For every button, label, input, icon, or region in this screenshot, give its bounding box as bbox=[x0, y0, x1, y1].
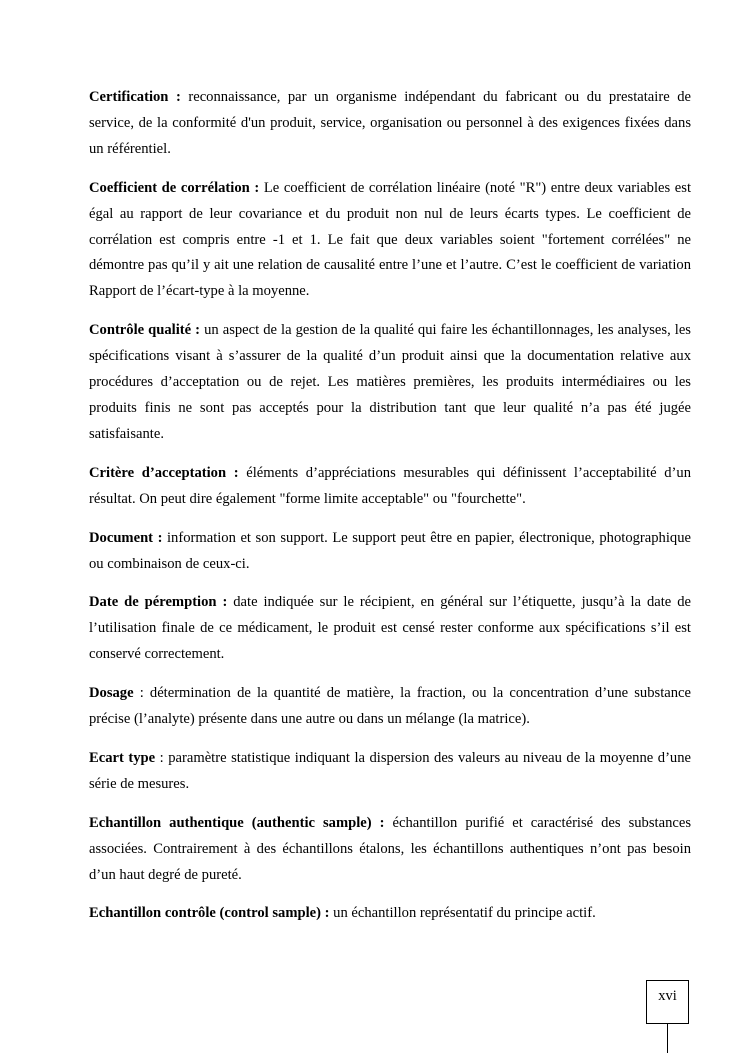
glossary-term: Coefficient de corrélation : bbox=[89, 179, 260, 196]
glossary-definition: : détermination de la quantité de matière, la fraction, ou la concentration d’une substance précise (l’analyte) présente dans une autre ou dans un mélange (la matrice). bbox=[89, 685, 691, 728]
page-number: xvi bbox=[658, 988, 677, 1004]
glossary-definition: reconnaissance, par un organisme indépendant du fabricant ou du prestataire de service, de la conformité d'un produit, service, organisation ou personnel à des exigences fixées dans un référentiel. bbox=[89, 89, 691, 157]
glossary-definition: éléments d’appréciations mesurables qui définissent l’acceptabilité d’un résultat. On peut dire également "forme limite acceptable" ou "fourchette". bbox=[89, 464, 691, 507]
glossary-entry-echantillon-controle bbox=[89, 901, 691, 927]
page-number-box bbox=[646, 980, 689, 1024]
glossary-term: Date de péremption : bbox=[89, 594, 228, 611]
glossary-entry-coefficient-de-correlation bbox=[89, 176, 691, 306]
page-number-rule bbox=[667, 1024, 668, 1053]
glossary-term: Document : bbox=[89, 529, 163, 546]
glossary-entry-certification bbox=[89, 85, 691, 163]
glossary-definition: échantillon purifié et caractérisé des substances associées. Contrairement à des échantillons étalons, les échantillons authentiques n’ont pas besoin d’un haut degré de pureté. bbox=[89, 814, 691, 883]
glossary-entry-document bbox=[89, 526, 691, 578]
glossary-body bbox=[89, 85, 691, 940]
glossary-term: Echantillon contrôle (control sample) : bbox=[89, 905, 330, 922]
glossary-entry-ecart-type bbox=[89, 746, 691, 798]
glossary-entry-dosage bbox=[89, 681, 691, 733]
glossary-term: Certification : bbox=[89, 89, 181, 105]
glossary-definition: un échantillon représentatif du principe actif. bbox=[329, 905, 596, 922]
glossary-definition: : paramètre statistique indiquant la dispersion des valeurs au niveau de la moyenne d’une série de mesures. bbox=[89, 749, 691, 792]
glossary-entry-echantillon-authentique bbox=[89, 811, 691, 889]
glossary-entry-date-de-peremption bbox=[89, 590, 691, 668]
glossary-term: Contrôle qualité : bbox=[89, 322, 201, 339]
glossary-entry-critere-acceptation bbox=[89, 461, 691, 513]
glossary-term: Critère d’acceptation : bbox=[89, 464, 239, 481]
glossary-entry-controle-qualite bbox=[89, 318, 691, 448]
glossary-definition: un aspect de la gestion de la qualité qui faire les échantillonnages, les analyses, les spécifications visant à s’assurer de la qualité d’un produit ainsi que la documentation relative aux procédures d’acceptation ou de rejet. Les matières premières, les produits intermédiaires ou les produits finis ne sont pas acceptés pour la distribution tant que leur qualité n’a pas été jugée satisfaisante. bbox=[89, 322, 691, 442]
glossary-term: Echantillon authentique (authentic sample) : bbox=[89, 814, 385, 831]
glossary-term: Dosage bbox=[89, 685, 134, 702]
glossary-definition: date indiquée sur le récipient, en général sur l’étiquette, jusqu’à la date de l’utilisation finale de ce médicament, le produit est censé rester conforme aux spécifications s’il est conservé correctement. bbox=[89, 594, 691, 663]
glossary-definition: information et son support. Le support peut être en papier, électronique, photographique ou combinaison de ceux-ci. bbox=[89, 529, 691, 572]
glossary-term: Ecart type bbox=[89, 749, 156, 766]
glossary-definition: Le coefficient de corrélation linéaire (noté "R") entre deux variables est égal au rapport de leur covariance et du produit non nul de leurs écarts types. Le coefficient de corrélation est compris entre -1 et 1. Le fait que deux variables soient "fortement corrélées" ne démontre pas qu’il y ait une relation de causalité entre l’une et l’autre. C’est le coefficient de variation Rapport de l’écart-type à la moyenne. bbox=[89, 179, 691, 300]
